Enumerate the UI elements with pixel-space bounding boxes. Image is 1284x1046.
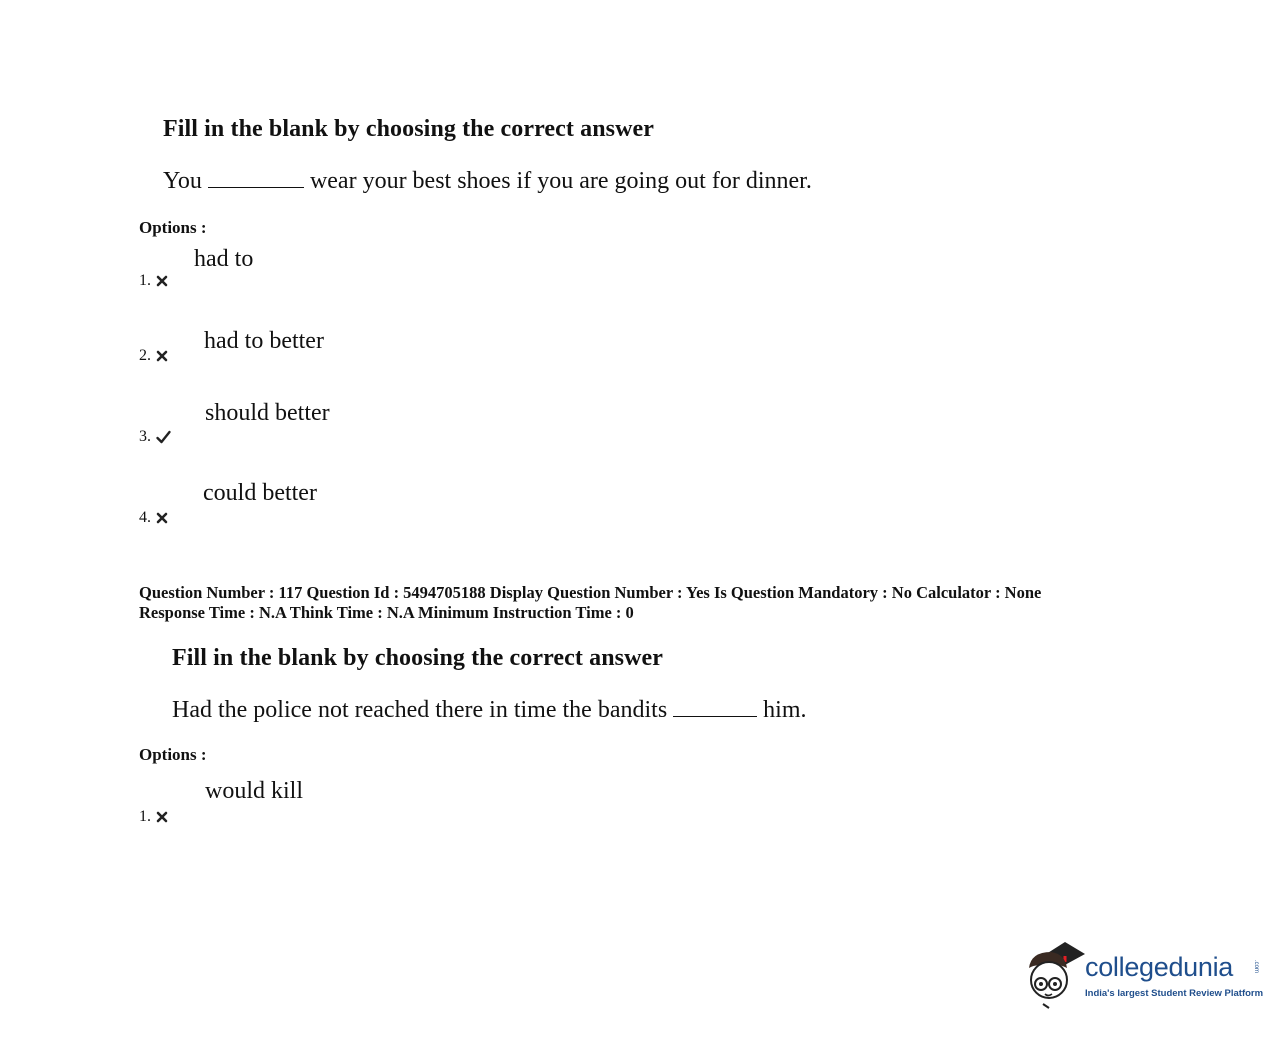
option-number-label: 3. <box>139 428 151 445</box>
checkmark-icon <box>155 430 172 444</box>
option-text: would kill <box>205 778 304 804</box>
option-number <box>139 808 169 826</box>
option-number-label: 4. <box>139 509 151 526</box>
question-1-title: Fill in the blank by choosing the correct answer <box>163 116 655 142</box>
option-text: could better <box>203 480 317 506</box>
cross-icon <box>155 274 169 288</box>
metadata-line-1: Question Number : 117 Question Id : 5494705188 Display Question Number : Yes Is Question Mandatory : No Calculator : None <box>139 583 1042 602</box>
cross-icon <box>155 349 169 363</box>
option-number <box>139 509 169 527</box>
option-text: should better <box>205 400 330 426</box>
question-2-title: Fill in the blank by choosing the correct answer <box>172 645 664 671</box>
option-number-label: 1. <box>139 272 151 289</box>
metadata-line-2: Response Time : N.A Think Time : N.A Minimum Instruction Time : 0 <box>139 603 634 622</box>
option-number <box>139 428 172 446</box>
logo-suffix: .com <box>1253 960 1259 974</box>
question-1-sentence <box>163 168 812 195</box>
logo-wordmark: collegedunia <box>1085 952 1234 982</box>
question-1-sentence-end: wear your best shoes if you are going out for dinner. <box>309 168 812 194</box>
option-number-label: 1. <box>139 808 151 825</box>
option-number <box>139 272 169 290</box>
question-2-sentence-end: him. <box>763 697 807 723</box>
options-label: Options : <box>139 218 207 237</box>
question-2-sentence-start: Had the police not reached there in time the bandits <box>172 697 668 723</box>
cross-icon <box>155 810 169 824</box>
option-number-label: 2. <box>139 347 151 364</box>
question-2-sentence <box>172 697 807 724</box>
answer-blank <box>673 715 757 717</box>
question-1-sentence-start: You <box>163 168 202 194</box>
cross-icon <box>155 511 169 525</box>
collegedunia-logo <box>1025 938 1265 1010</box>
option-text: had to better <box>204 328 324 354</box>
mascot-icon <box>1025 938 1085 1010</box>
logo-tagline: India's largest Student Review Platform <box>1085 988 1264 999</box>
question-metadata <box>139 583 1041 623</box>
answer-blank <box>208 186 304 188</box>
option-text: had to <box>194 246 254 272</box>
option-number <box>139 347 169 365</box>
options-label: Options : <box>139 745 207 764</box>
